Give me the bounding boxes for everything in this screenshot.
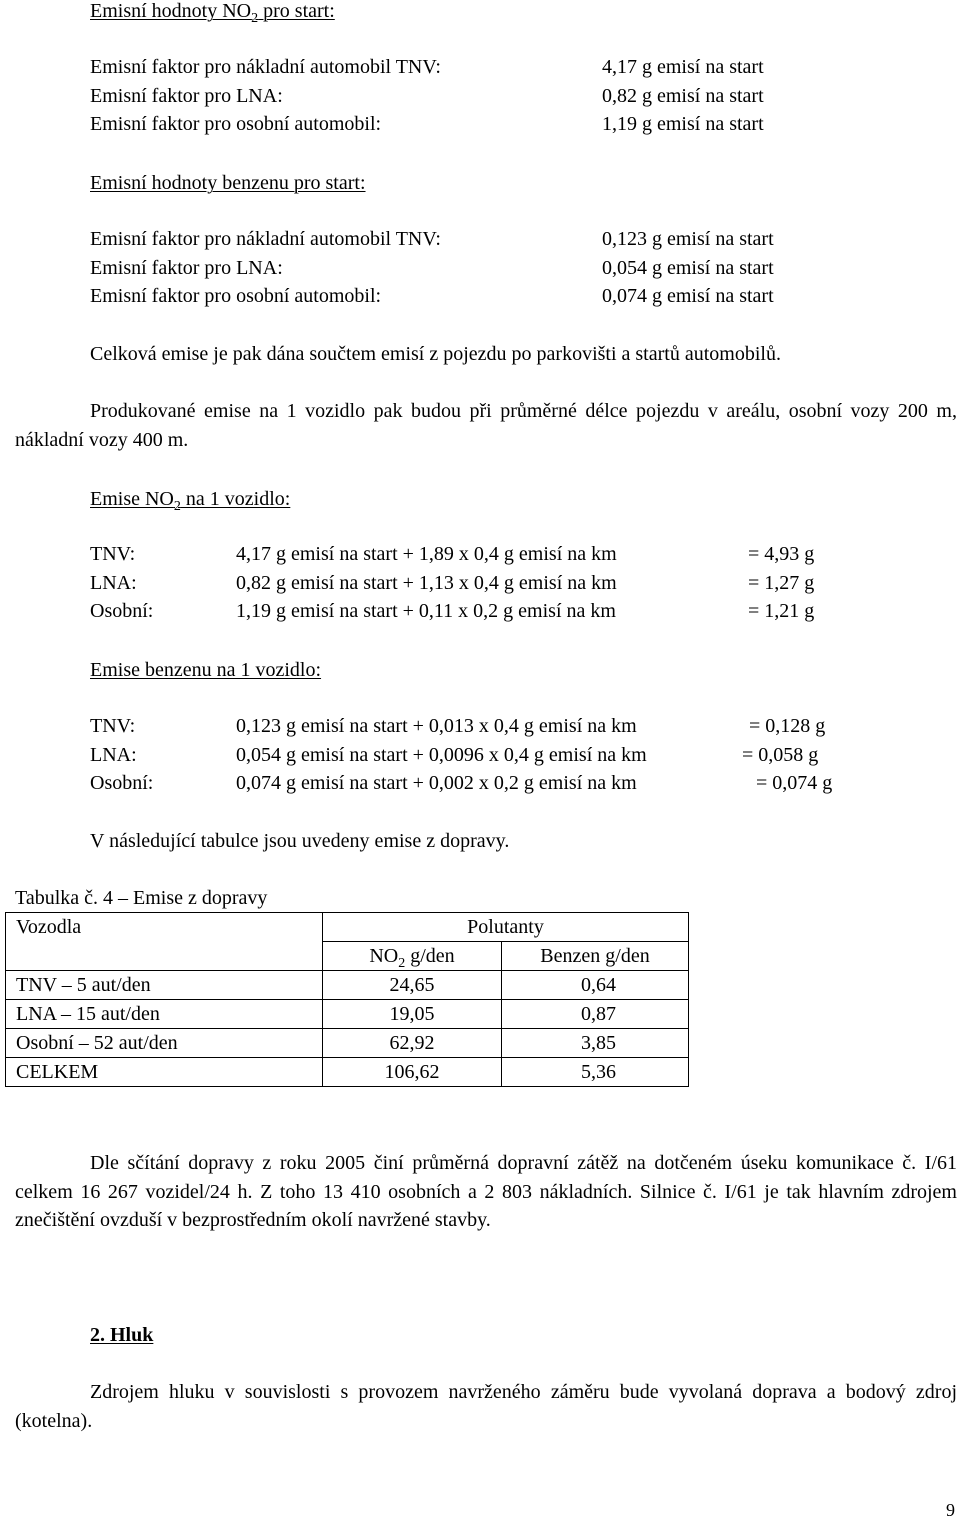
cell-benzen: 0,64 <box>502 971 689 1000</box>
table-header-row <box>6 913 689 942</box>
row-label: LNA: <box>90 571 137 594</box>
paragraph-produced-emission: Produkované emise na 1 vozidlo pak budou při průměrné délce pojezdu v areálu, osobní vozy 200 m, nákladní vozy 400 m. <box>15 400 957 451</box>
no2-start-row-lna <box>90 82 890 111</box>
cell-vozidla: TNV – 5 aut/den <box>6 971 323 1000</box>
row-expression: 0,123 g emisí na start + 0,013 x 0,4 g emisí na km <box>236 715 637 737</box>
paragraph-total-emission: Celková emise je pak dána součtem emisí z pojezdu po parkovišti a startů automobilů. <box>90 343 781 365</box>
row-label: TNV: <box>90 715 136 737</box>
no2-start-list <box>90 53 890 139</box>
header-no2: $NO_2$ g/den <box>323 942 502 971</box>
no2-vehicle-heading: Emise $NO_2$ na 1 vozidlo: <box>90 488 291 514</box>
row-label: Osobní: <box>90 600 154 622</box>
paragraph-traffic: Dle sčítání dopravy z roku 2005 činí průměrná dopravní zátěž na dotčeném úseku komunikace č. I/61 celkem 16 267 vozidel/24 h. Z toho 13 410 osobních a 2 803 nákladních. Silnice č. I/61 je tak hlavním zdrojem znečištění ovzduší v bezprostředním okolí navržené stavby. <box>15 1152 957 1231</box>
no2-vehicle-row-lna <box>90 569 890 598</box>
no2-start-heading: Emisní hodnoty $NO_2$ pro start: <box>90 0 335 26</box>
row-expression: 0,82 g emisí na start + 1,13 x 0,4 g emisí na km <box>236 571 617 594</box>
cell-benzen: 3,85 <box>502 1029 689 1058</box>
row-label: Emisní faktor pro osobní automobil: <box>90 285 382 307</box>
cell-no2: 19,05 <box>323 1000 502 1029</box>
row-label: Emisní faktor pro osobní automobil: <box>90 113 382 135</box>
benzen-start-list <box>90 225 890 311</box>
emission-table <box>5 912 689 1087</box>
page-number: 9 <box>946 1500 955 1520</box>
row-label: TNV: <box>90 543 136 565</box>
section-heading-hluk: 2. Hluk <box>90 1324 154 1346</box>
table-caption: Tabulka č. 4 – Emise z dopravy <box>15 887 268 909</box>
benzen-vehicle-row-osobni <box>90 769 890 798</box>
cell-no2: 62,92 <box>323 1029 502 1058</box>
row-label: Emisní faktor pro nákladní automobil TNV: <box>90 228 441 250</box>
row-value: 0,123 g emisí na start <box>602 228 774 250</box>
table-row <box>6 1058 689 1087</box>
benzen-vehicle-row-lna <box>90 741 890 770</box>
row-result: = 1,21 g <box>748 600 815 622</box>
benzen-vehicle-heading: Emise benzenu na 1 vozidlo: <box>90 659 322 681</box>
row-result: = 4,93 g <box>748 543 815 565</box>
benzen-vehicle-row-tnv <box>90 712 890 741</box>
row-label: Emisní faktor pro LNA: <box>90 256 283 279</box>
cell-vozidla: CELKEM <box>6 1058 323 1087</box>
paragraph-noise: Zdrojem hluku v souvislosti s provozem navrženého záměru bude vyvolaná doprava a bodový zdroj (kotelna). <box>15 1381 957 1432</box>
no2-vehicle-row-osobni <box>90 597 890 626</box>
cell-no2: 24,65 <box>323 971 502 1000</box>
row-result: = 1,27 g <box>748 571 815 594</box>
row-value: 0,054 g emisí na start <box>602 256 774 279</box>
row-expression: 1,19 g emisí na start + 0,11 x 0,2 g emisí na km <box>236 600 616 622</box>
no2-start-row-osobni <box>90 110 890 139</box>
row-label: Emisní faktor pro LNA: <box>90 84 283 107</box>
header-benzen: Benzen g/den <box>502 942 689 971</box>
row-label: Osobní: <box>90 772 154 794</box>
row-result: = 0,128 g <box>749 715 826 737</box>
cell-no2: 106,62 <box>323 1058 502 1087</box>
row-expression: 0,074 g emisí na start + 0,002 x 0,2 g emisí na km <box>236 772 637 794</box>
no2-vehicle-row-tnv <box>90 540 890 569</box>
cell-benzen: 0,87 <box>502 1000 689 1029</box>
benzen-start-row-tnv <box>90 225 890 254</box>
benzen-start-heading: Emisní hodnoty benzenu pro start: <box>90 172 366 194</box>
header-vozidla: Vozodla <box>6 913 323 971</box>
cell-benzen: 5,36 <box>502 1058 689 1087</box>
cell-vozidla: Osobní – 52 aut/den <box>6 1029 323 1058</box>
table-row <box>6 1029 689 1058</box>
row-label: LNA: <box>90 743 137 766</box>
table-row <box>6 1000 689 1029</box>
row-expression: 0,054 g emisí na start + 0,0096 x 0,4 g emisí na km <box>236 743 647 766</box>
row-result: = 0,074 g <box>756 772 833 794</box>
cell-vozidla: LNA – 15 aut/den <box>6 1000 323 1029</box>
row-label: Emisní faktor pro nákladní automobil TNV: <box>90 56 441 78</box>
benzen-start-row-osobni <box>90 282 890 311</box>
row-value: 0,074 g emisí na start <box>602 285 774 307</box>
row-value: 1,19 g emisí na start <box>602 113 764 135</box>
header-polutanty: Polutanty <box>323 913 689 942</box>
row-expression: 4,17 g emisí na start + 1,89 x 0,4 g emisí na km <box>236 543 617 565</box>
benzen-vehicle-list <box>90 712 890 798</box>
row-result: = 0,058 g <box>742 743 819 766</box>
row-value: 0,82 g emisí na start <box>602 84 764 107</box>
table-row <box>6 971 689 1000</box>
paragraph-table-intro: V následující tabulce jsou uvedeny emise z dopravy. <box>90 830 510 852</box>
row-value: 4,17 g emisí na start <box>602 56 764 78</box>
no2-start-row-tnv <box>90 53 890 82</box>
benzen-start-row-lna <box>90 254 890 283</box>
no2-vehicle-list <box>90 540 890 626</box>
